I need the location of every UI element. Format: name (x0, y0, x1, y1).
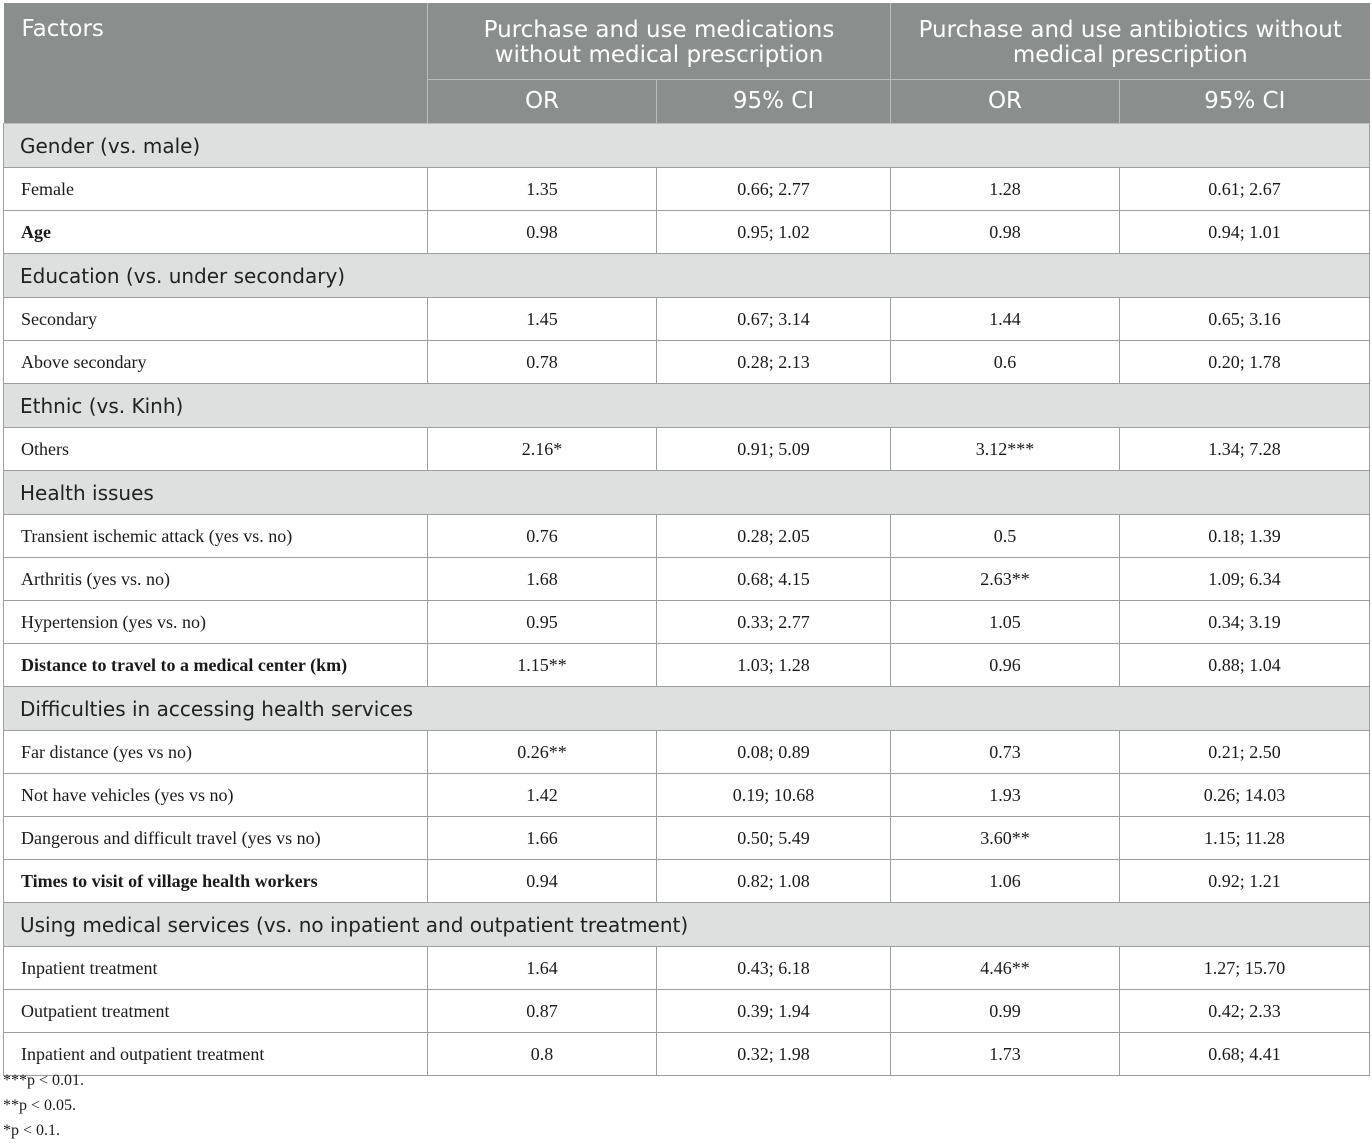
header-factors: Factors (4, 3, 428, 124)
ci-antibiotics: 0.65; 3.16 (1120, 298, 1370, 341)
or-antibiotics: 1.93 (891, 774, 1120, 817)
ci-antibiotics: 0.34; 3.19 (1120, 601, 1370, 644)
or-antibiotics: 2.63** (891, 558, 1120, 601)
or-medications: 1.68 (428, 558, 657, 601)
or-antibiotics: 0.99 (891, 990, 1120, 1033)
or-medications: 0.98 (428, 211, 657, 254)
or-medications: 1.15** (428, 644, 657, 687)
or-medications: 0.26** (428, 731, 657, 774)
row-label: Secondary (4, 298, 428, 341)
section-row (4, 124, 1370, 168)
row-label: Arthritis (yes vs. no) (4, 558, 428, 601)
section-row (4, 687, 1370, 731)
footnote-p005: **p < 0.05. (3, 1097, 77, 1114)
ci-antibiotics: 0.20; 1.78 (1120, 341, 1370, 384)
section-label: Education (vs. under secondary) (4, 254, 1370, 298)
ci-medications: 0.32; 1.98 (657, 1033, 891, 1076)
or-medications: 0.78 (428, 341, 657, 384)
ci-antibiotics: 1.09; 6.34 (1120, 558, 1370, 601)
footnote-p001: ***p < 0.01. (3, 1072, 85, 1089)
ci-antibiotics: 0.21; 2.50 (1120, 731, 1370, 774)
ci-antibiotics: 0.94; 1.01 (1120, 211, 1370, 254)
or-antibiotics: 1.44 (891, 298, 1120, 341)
row-label: Hypertension (yes vs. no) (4, 601, 428, 644)
table-row (4, 817, 1370, 860)
or-antibiotics: 1.05 (891, 601, 1120, 644)
row-label: Outpatient treatment (4, 990, 428, 1033)
or-antibiotics: 1.06 (891, 860, 1120, 903)
or-antibiotics: 3.60** (891, 817, 1120, 860)
row-label: Not have vehicles (yes vs no) (4, 774, 428, 817)
table-row (4, 211, 1370, 254)
row-label: Distance to travel to a medical center (km) (4, 644, 428, 687)
section-label: Difficulties in accessing health services (4, 687, 1370, 731)
header-or-antibiotics: OR (891, 80, 1120, 124)
ci-antibiotics: 1.27; 15.70 (1120, 947, 1370, 990)
table-row (4, 1033, 1370, 1076)
row-label: Female (4, 168, 428, 211)
header-medications-group: Purchase and use medications without medical prescription (428, 3, 891, 80)
or-medications: 1.35 (428, 168, 657, 211)
or-antibiotics: 0.98 (891, 211, 1120, 254)
table-row (4, 168, 1370, 211)
or-medications: 1.66 (428, 817, 657, 860)
or-medications: 0.94 (428, 860, 657, 903)
table-row (4, 341, 1370, 384)
ci-medications: 0.67; 3.14 (657, 298, 891, 341)
or-medications: 1.64 (428, 947, 657, 990)
table-row (4, 731, 1370, 774)
ci-antibiotics: 1.15; 11.28 (1120, 817, 1370, 860)
ci-medications: 0.82; 1.08 (657, 860, 891, 903)
or-medications: 0.87 (428, 990, 657, 1033)
table-row (4, 428, 1370, 471)
section-label: Ethnic (vs. Kinh) (4, 384, 1370, 428)
ci-antibiotics: 0.26; 14.03 (1120, 774, 1370, 817)
table-row (4, 644, 1370, 687)
row-label: Far distance (yes vs no) (4, 731, 428, 774)
odds-ratio-table (3, 3, 1370, 1076)
ci-antibiotics: 0.42; 2.33 (1120, 990, 1370, 1033)
ci-medications: 0.95; 1.02 (657, 211, 891, 254)
header-ci-antibiotics: 95% CI (1120, 80, 1370, 124)
ci-antibiotics: 0.92; 1.21 (1120, 860, 1370, 903)
ci-antibiotics: 0.18; 1.39 (1120, 515, 1370, 558)
or-medications: 0.95 (428, 601, 657, 644)
ci-medications: 0.28; 2.05 (657, 515, 891, 558)
or-antibiotics: 1.28 (891, 168, 1120, 211)
table-row (4, 860, 1370, 903)
or-antibiotics: 3.12*** (891, 428, 1120, 471)
ci-medications: 0.91; 5.09 (657, 428, 891, 471)
row-label: Transient ischemic attack (yes vs. no) (4, 515, 428, 558)
table-row (4, 298, 1370, 341)
results-table-container (3, 3, 1369, 1076)
row-label: Dangerous and difficult travel (yes vs no) (4, 817, 428, 860)
row-label: Age (4, 211, 428, 254)
ci-antibiotics: 0.88; 1.04 (1120, 644, 1370, 687)
section-row (4, 254, 1370, 298)
or-antibiotics: 0.73 (891, 731, 1120, 774)
table-body (4, 124, 1370, 1076)
or-medications: 0.8 (428, 1033, 657, 1076)
or-antibiotics: 0.6 (891, 341, 1120, 384)
header-antibiotics-group: Purchase and use antibiotics without medical prescription (891, 3, 1370, 80)
row-label: Times to visit of village health workers (4, 860, 428, 903)
footnote-p01: *p < 0.1. (3, 1122, 61, 1139)
or-medications: 1.42 (428, 774, 657, 817)
ci-medications: 0.33; 2.77 (657, 601, 891, 644)
ci-medications: 0.08; 0.89 (657, 731, 891, 774)
ci-antibiotics: 0.61; 2.67 (1120, 168, 1370, 211)
table-row (4, 774, 1370, 817)
section-label: Health issues (4, 471, 1370, 515)
or-antibiotics: 1.73 (891, 1033, 1120, 1076)
or-antibiotics: 4.46** (891, 947, 1120, 990)
header-or-medications: OR (428, 80, 657, 124)
or-medications: 2.16* (428, 428, 657, 471)
table-row (4, 515, 1370, 558)
section-row (4, 903, 1370, 947)
ci-antibiotics: 1.34; 7.28 (1120, 428, 1370, 471)
ci-medications: 0.28; 2.13 (657, 341, 891, 384)
row-label: Others (4, 428, 428, 471)
or-medications: 0.76 (428, 515, 657, 558)
row-label: Inpatient and outpatient treatment (4, 1033, 428, 1076)
table-row (4, 558, 1370, 601)
section-row (4, 471, 1370, 515)
ci-medications: 0.39; 1.94 (657, 990, 891, 1033)
section-row (4, 384, 1370, 428)
section-label: Using medical services (vs. no inpatient and outpatient treatment) (4, 903, 1370, 947)
ci-medications: 0.50; 5.49 (657, 817, 891, 860)
or-antibiotics: 0.5 (891, 515, 1120, 558)
section-label: Gender (vs. male) (4, 124, 1370, 168)
ci-antibiotics: 0.68; 4.41 (1120, 1033, 1370, 1076)
ci-medications: 1.03; 1.28 (657, 644, 891, 687)
table-row (4, 601, 1370, 644)
ci-medications: 0.19; 10.68 (657, 774, 891, 817)
ci-medications: 0.66; 2.77 (657, 168, 891, 211)
ci-medications: 0.68; 4.15 (657, 558, 891, 601)
header-ci-medications: 95% CI (657, 80, 891, 124)
or-medications: 1.45 (428, 298, 657, 341)
table-row (4, 947, 1370, 990)
table-row (4, 990, 1370, 1033)
table-footnotes (3, 1068, 84, 1143)
row-label: Above secondary (4, 341, 428, 384)
or-antibiotics: 0.96 (891, 644, 1120, 687)
ci-medications: 0.43; 6.18 (657, 947, 891, 990)
table-header (4, 3, 1370, 124)
row-label: Inpatient treatment (4, 947, 428, 990)
